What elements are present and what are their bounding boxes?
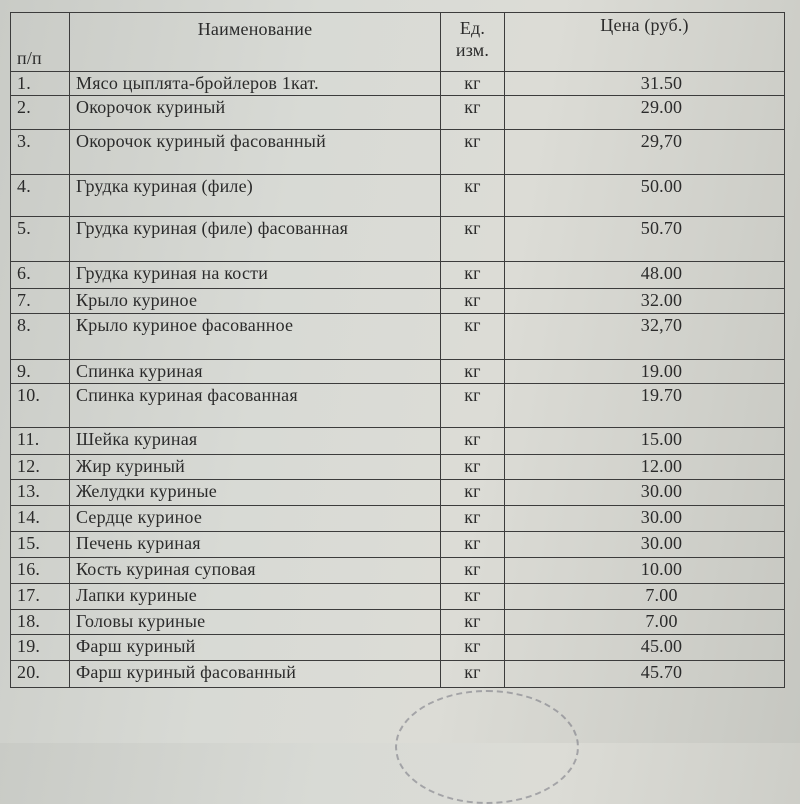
row-name: Жир куриный [70,455,441,480]
table-row [11,175,785,217]
row-price: 30.00 [505,506,785,532]
row-name: Печень куриная [70,532,441,558]
table-row [11,217,785,262]
row-price: 31.50 [505,72,785,96]
row-unit: кг [441,360,505,384]
row-number: 3. [11,130,70,175]
row-unit: кг [441,217,505,262]
header-unit [441,13,505,72]
header-unit-line1: Ед. [459,18,486,38]
row-name: Окорочок куриный фасованный [70,130,441,175]
row-unit: кг [441,661,505,688]
row-price: 10.00 [505,558,785,584]
price-table [10,12,785,688]
row-price: 32,70 [505,314,785,360]
row-number: 6. [11,262,70,289]
table-row [11,130,785,175]
row-name: Мясо цыплята-бройлеров 1кат. [70,72,441,96]
row-unit: кг [441,289,505,314]
table-row [11,262,785,289]
row-name: Окорочок куриный [70,96,441,130]
row-number: 2. [11,96,70,130]
table-row [11,610,785,635]
row-number: 1. [11,72,70,96]
row-number: 14. [11,506,70,532]
table-row [11,558,785,584]
row-name: Сердце куриное [70,506,441,532]
row-number: 12. [11,455,70,480]
row-price: 30.00 [505,532,785,558]
row-price: 19.70 [505,384,785,428]
table-body [11,72,785,688]
table-row [11,384,785,428]
row-number: 13. [11,480,70,506]
row-price: 30.00 [505,480,785,506]
row-name: Грудка куриная (филе) [70,175,441,217]
row-unit: кг [441,584,505,610]
row-price: 19.00 [505,360,785,384]
stamp-mark [395,690,579,804]
row-number: 9. [11,360,70,384]
row-number: 11. [11,428,70,455]
row-number: 4. [11,175,70,217]
table-row [11,314,785,360]
row-name: Крыло куриное фасованное [70,314,441,360]
row-name: Спинка куриная фасованная [70,384,441,428]
row-price: 45.70 [505,661,785,688]
row-unit: кг [441,480,505,506]
row-name: Грудка куриная (филе) фасованная [70,217,441,262]
row-price: 50.00 [505,175,785,217]
table-row [11,360,785,384]
table-row [11,72,785,96]
table-row [11,532,785,558]
row-number: 17. [11,584,70,610]
row-number: 8. [11,314,70,360]
row-unit: кг [441,72,505,96]
table-row [11,506,785,532]
row-name: Крыло куриное [70,289,441,314]
row-price: 29,70 [505,130,785,175]
table-row [11,584,785,610]
row-price: 7.00 [505,584,785,610]
row-number: 18. [11,610,70,635]
row-price: 7.00 [505,610,785,635]
row-number: 7. [11,289,70,314]
row-number: 19. [11,635,70,661]
row-name: Спинка куриная [70,360,441,384]
table-row [11,428,785,455]
table-header [11,13,785,72]
row-price: 15.00 [505,428,785,455]
row-number: 10. [11,384,70,428]
row-price: 12.00 [505,455,785,480]
row-name: Кость куриная суповая [70,558,441,584]
row-name: Лапки куриные [70,584,441,610]
table-row [11,289,785,314]
row-unit: кг [441,96,505,130]
row-unit: кг [441,384,505,428]
row-number: 20. [11,661,70,688]
row-name: Фарш куриный [70,635,441,661]
row-unit: кг [441,455,505,480]
row-number: 16. [11,558,70,584]
row-name: Головы куриные [70,610,441,635]
row-unit: кг [441,262,505,289]
row-price: 32.00 [505,289,785,314]
table-row [11,96,785,130]
row-unit: кг [441,130,505,175]
table-row [11,661,785,688]
row-name: Фарш куриный фасованный [70,661,441,688]
row-unit: кг [441,175,505,217]
row-price: 50.70 [505,217,785,262]
row-unit: кг [441,635,505,661]
row-unit: кг [441,610,505,635]
row-price: 45.00 [505,635,785,661]
row-price: 48.00 [505,262,785,289]
row-number: 15. [11,532,70,558]
table-row [11,480,785,506]
row-unit: кг [441,428,505,455]
row-price: 29.00 [505,96,785,130]
row-unit: кг [441,314,505,360]
row-name: Шейка куриная [70,428,441,455]
row-name: Грудка куриная на кости [70,262,441,289]
row-unit: кг [441,558,505,584]
row-unit: кг [441,532,505,558]
header-unit-line2: изм. [455,40,490,60]
row-unit: кг [441,506,505,532]
table-row [11,455,785,480]
header-number: п/п [11,13,70,72]
row-number: 5. [11,217,70,262]
header-name: Наименование [70,13,441,72]
table-row [11,635,785,661]
row-name: Желудки куриные [70,480,441,506]
header-price: Цена (руб.) [505,13,785,72]
